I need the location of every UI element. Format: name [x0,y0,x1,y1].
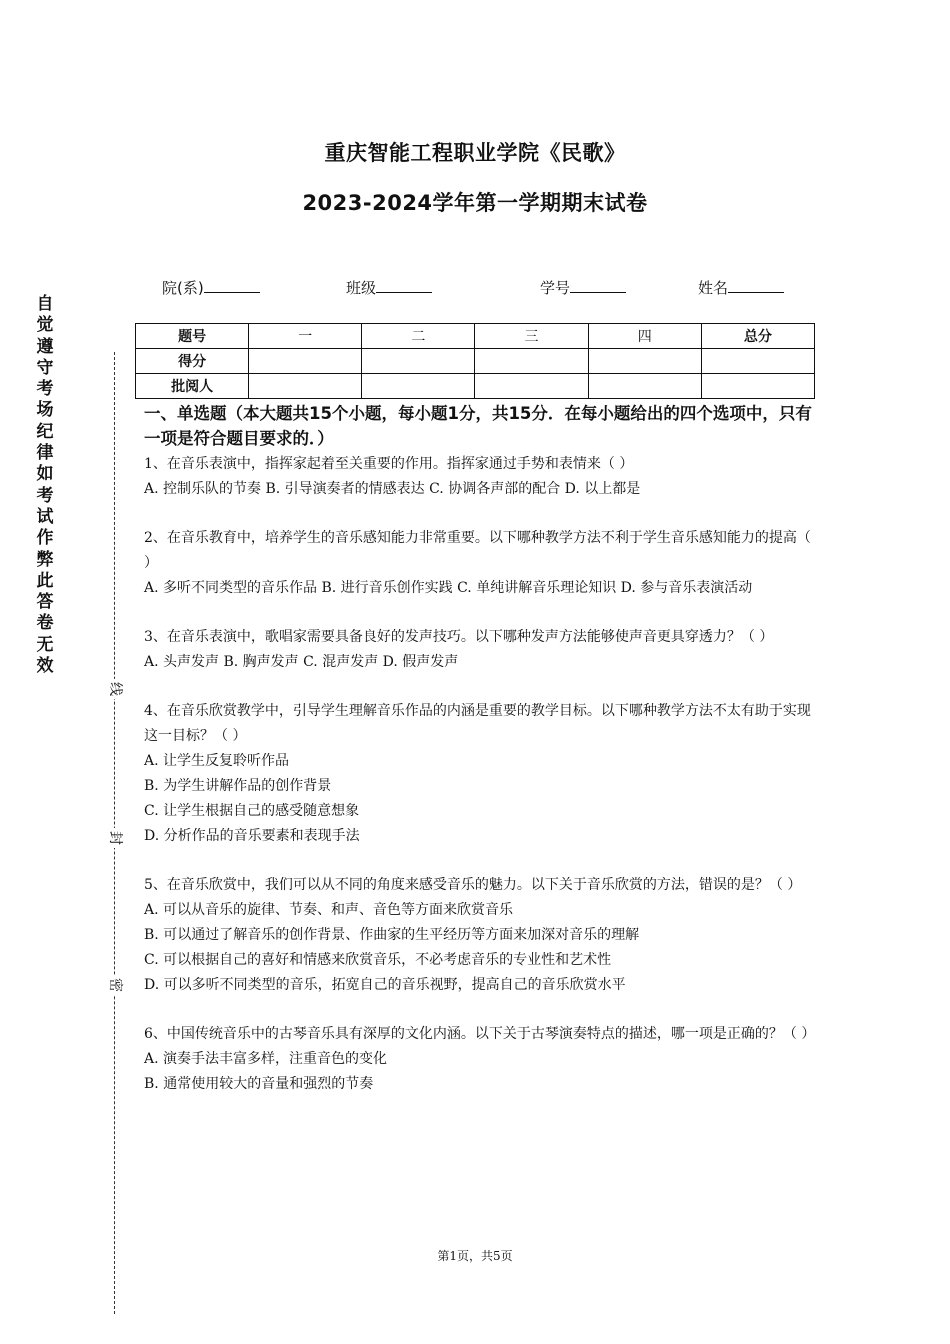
question-text: 5、在音乐欣赏中，我们可以从不同的角度来感受音乐的魅力。以下关于音乐欣赏的方法，错误的是？（ ） [144,877,802,893]
question-option: A. 演奏手法丰富多样，注重音色的变化 [144,1051,388,1067]
score-table [135,323,815,399]
question-option: B. 可以通过了解音乐的创作背景、作曲家的生平经历等方面来加深对音乐的理解 [144,927,640,943]
score-cell[interactable] [701,349,814,374]
grader-row [136,374,815,399]
page-footer: 第1页，共5页 [437,1249,513,1263]
score-table-header-cell: 二 [362,324,475,349]
name-field[interactable] [698,276,784,298]
department-blank[interactable] [204,276,260,293]
question-option: A. 头声发声 B. 胸声发声 C. 混声发声 D. 假声发声 [144,654,459,670]
question-option: A. 让学生反复聆听作品 [144,753,290,769]
department-field[interactable] [162,276,260,298]
student-id-field[interactable] [540,276,626,298]
question-item [144,625,814,675]
question-text: 1、在音乐表演中，指挥家起着至关重要的作用。指挥家通过手势和表情来（ ） [144,456,634,472]
score-table-header-cell: 总分 [701,324,814,349]
student-id-blank[interactable] [570,276,626,293]
class-label: 班级 [346,279,377,297]
class-field[interactable] [346,276,432,298]
department-label: 院(系) [162,279,204,297]
score-table-header-cell: 一 [249,324,362,349]
question-option: D. 分析作品的音乐要素和表现手法 [144,828,360,844]
question-item [144,1022,814,1097]
score-table-header-cell: 三 [475,324,588,349]
section-heading: 一、单选题（本大题共15个小题，每小题1分，共15分．在每小题给出的四个选项中，只有一项是符合题目要求的．） [144,404,812,448]
question-item [144,526,814,601]
grader-cell[interactable] [588,374,701,399]
name-blank[interactable] [728,276,784,293]
question-item [144,873,814,998]
side-warning-text: 自觉遵守考场纪律如考试作弊此答卷无效 [36,294,54,677]
score-table-header-cell: 四 [588,324,701,349]
question-text: 6、中国传统音乐中的古琴音乐具有深厚的文化内涵。以下关于古琴演奏特点的描述，哪一项是正确的？（ ） [144,1026,816,1042]
question-option: A. 可以从音乐的旋律、节奏、和声、音色等方面来欣赏音乐 [144,902,514,918]
question-text: 3、在音乐表演中，歌唱家需要具备良好的发声技巧。以下哪种发声方法能够使声音更具穿透力？（ ） [144,629,774,645]
question-option: B. 为学生讲解作品的创作背景 [144,778,332,794]
exam-title-line1: 重庆智能工程职业学院《民歌》 [324,141,626,165]
question-option: A. 控制乐队的节奏 B. 引导演奏者的情感表达 C. 协调各声部的配合 D. 以上都是 [144,481,641,497]
score-table-header-cell: 题号 [136,324,249,349]
question-item [144,452,814,502]
binding-label-line: 线 [106,679,124,699]
binding-label-seal: 封 [106,828,124,848]
class-blank[interactable] [376,276,432,293]
question-item [144,699,814,849]
binding-label-secret: 密 [106,975,124,995]
grader-row-label: 批阅人 [136,374,249,399]
question-option: D. 可以多听不同类型的音乐，拓宽自己的音乐视野，提高自己的音乐欣赏水平 [144,977,626,993]
score-cell[interactable] [475,349,588,374]
score-row [136,349,815,374]
score-row-label: 得分 [136,349,249,374]
question-text: 4、在音乐欣赏教学中，引导学生理解音乐作品的内涵是重要的教学目标。以下哪种教学方法不太有助于实现这一目标？（ ） [144,703,811,744]
score-cell[interactable] [249,349,362,374]
score-table-header-row [136,324,815,349]
question-option: C. 让学生根据自己的感受随意想象 [144,803,360,819]
question-text: 2、在音乐教育中，培养学生的音乐感知能力非常重要。以下哪种教学方法不利于学生音乐感知能力的提高（ ） [144,530,811,571]
grader-cell[interactable] [249,374,362,399]
student-id-label: 学号 [540,279,571,297]
grader-cell[interactable] [701,374,814,399]
question-option: C. 可以根据自己的喜好和情感来欣赏音乐，不必考虑音乐的专业性和艺术性 [144,952,612,968]
student-info-row [0,276,950,300]
grader-cell[interactable] [362,374,475,399]
question-option: B. 通常使用较大的音量和强烈的节奏 [144,1076,374,1092]
score-cell[interactable] [588,349,701,374]
grader-cell[interactable] [475,374,588,399]
name-label: 姓名 [698,279,729,297]
score-cell[interactable] [362,349,475,374]
exam-title-line2: 2023-2024学年第一学期期末试卷 [302,191,648,215]
exam-content [144,401,814,1121]
question-option: A. 多听不同类型的音乐作品 B. 进行音乐创作实践 C. 单纯讲解音乐理论知识 D. 参与音乐表演活动 [144,580,753,596]
